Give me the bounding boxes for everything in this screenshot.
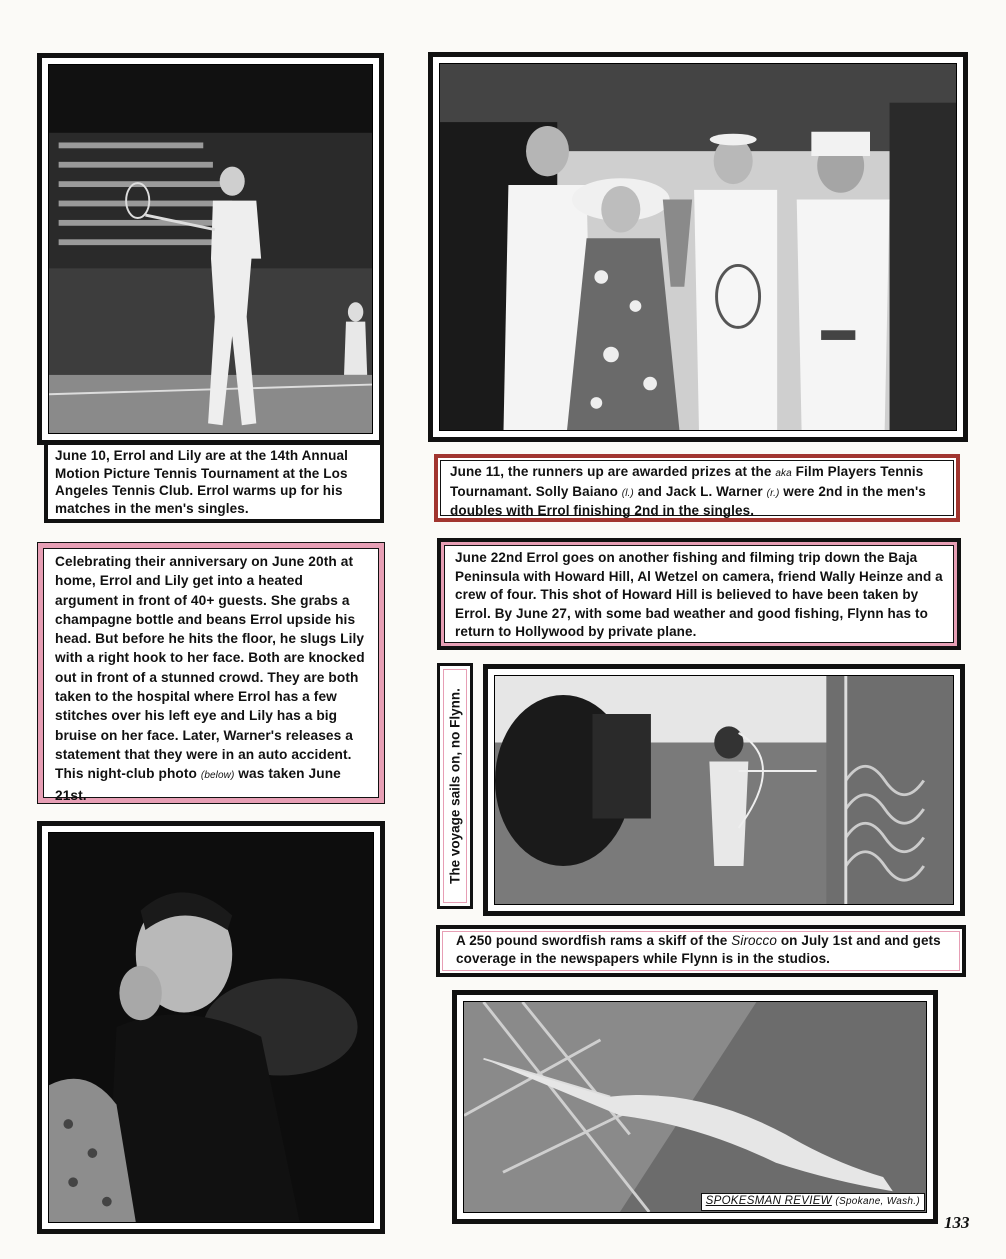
credit-spokesman-review	[701, 1193, 925, 1211]
anniversary-text-end: was taken June 21st.	[55, 766, 341, 803]
nightclub-photo-image	[49, 833, 373, 1222]
swordfish-ship-name: Sirocco	[731, 933, 777, 948]
caption-swordfish	[436, 925, 966, 977]
page-number: 133	[944, 1213, 970, 1232]
voyage-photo-image	[495, 676, 953, 904]
runners-up-text-d: were 2nd in the men's doubles with Errol finishing 2nd in the singles.	[450, 483, 926, 518]
swordfish-text-b: on July 1st and and gets coverage in the newspapers while Flynn is in the studios.	[456, 933, 941, 966]
anniversary-text: Celebrating their anniversary on June 20th at home, Errol and Lily get into a heated argument in front of 40+ guests. She grabs a champagne bottle and beans Errol upside his head. But before he hits the floor, he slugs Lily with a right hook to her face. Both are knocked out in front of a stunned crowd. They are both taken to the hospital where Errol has a few stitches over his left eye and Lily has a big bruise on her face. Later, Warner's releases a statement that they were in an auto accident. This night-club photo	[55, 554, 365, 782]
runners-up-aka: aka	[775, 468, 792, 479]
runners-up-left-mark: (l.)	[621, 487, 634, 499]
runners-up-text-c: and Jack L. Warner	[633, 483, 767, 499]
swordfish-photo-image	[464, 1002, 926, 1212]
fishing-text: June 22nd Errol goes on another fishing and filming trip down the Baja Peninsula with Howard Hill, Al Wetzel on camera, friend Wally Heinze and a crew of four. This shot of Howard Hill is believed to have been taken by Errol. By June 27, with some bad weather and good fishing, Flynn has to return to Hollywood by private plane.	[455, 550, 943, 639]
anniversary-below-mark: (below)	[200, 770, 235, 782]
photo-voyage-archer	[483, 664, 965, 916]
photo-swordfish-clipping	[452, 990, 938, 1224]
swordfish-text-a: A 250 pound swordfish rams a skiff of the	[456, 933, 732, 948]
side-label-text: The voyage sails on, no Flynn.	[447, 688, 463, 884]
credit-place: (Spokane, Wash.)	[835, 1196, 920, 1207]
caption-runners-up	[434, 454, 960, 522]
caption-tennis-text: June 10, Errol and Lily are at the 14th Annual Motion Picture Tennis Tournament at the Los Angeles Tennis Club. Errol warms up for his matches in the men's singles.	[55, 448, 348, 516]
runners-up-right-mark: (r.)	[766, 487, 780, 499]
side-label-voyage	[437, 663, 473, 909]
runners-up-photo-image	[440, 64, 956, 430]
runners-up-text-a: June 11, the runners up are awarded prizes at the	[450, 464, 776, 479]
runners-up-text-b: Film Players Tennis Tournamant. Solly Baiano	[450, 464, 924, 499]
photo-tennis-warmup	[37, 53, 384, 445]
credit-paper-name: SPOKESMAN REVIEW	[705, 1195, 832, 1207]
tennis-photo-image	[49, 65, 372, 433]
caption-fishing-trip	[437, 538, 961, 650]
photo-runners-up	[428, 52, 968, 442]
caption-tennis-tournament	[44, 441, 384, 523]
photo-nightclub	[37, 821, 385, 1234]
caption-anniversary	[38, 543, 384, 803]
